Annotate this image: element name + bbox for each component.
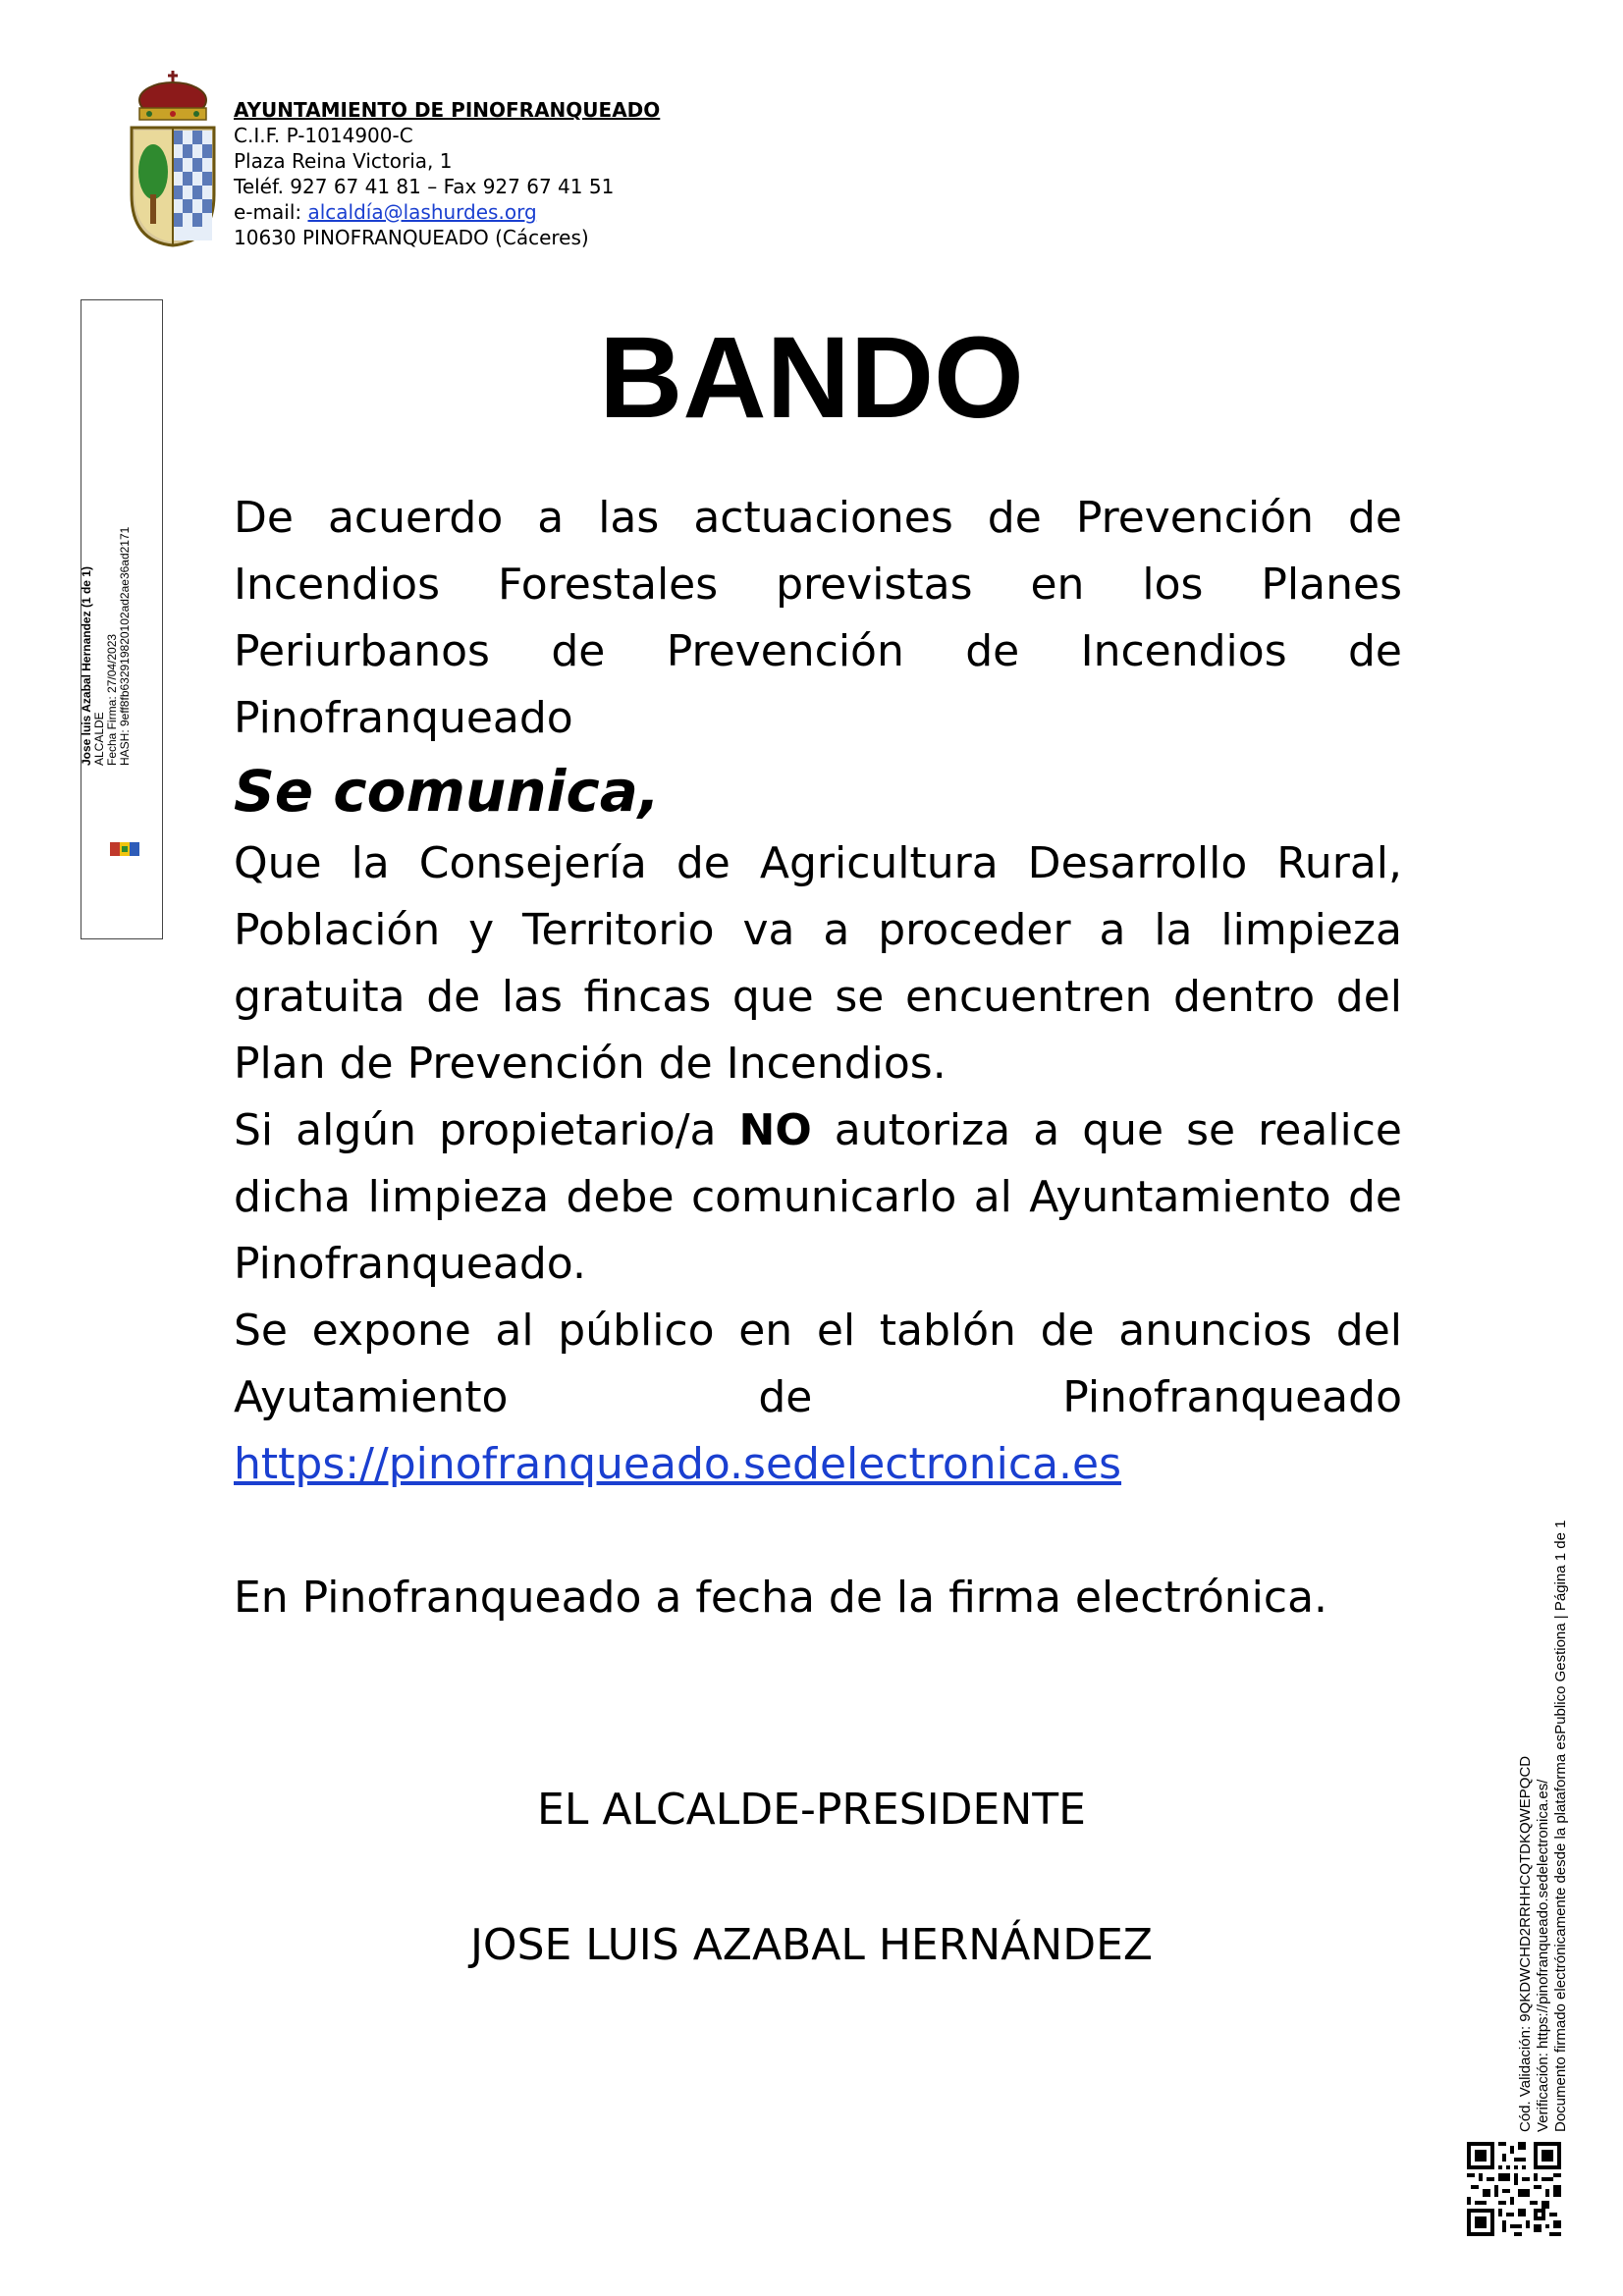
paragraph-3: Se expone al público en el tablón de anuncios del Ayutamiento de Pinofranqueado bbox=[234, 1306, 1402, 1422]
paragraph-2-end: autoriza a que se realice dicha limpieza debe comunicarlo al Ayuntamiento de Pinofranqueado. bbox=[234, 1105, 1402, 1289]
paragraph-1: Que la Consejería de Agricultura Desarrollo Rural, Población y Territorio va a proceder a la limpieza gratuita de las fincas que se encuentren dentro del Plan de Prevención de Incendios. bbox=[234, 838, 1402, 1089]
city: 10630 PINOFRANQUEADO (Cáceres) bbox=[234, 226, 589, 249]
paragraph-2 bbox=[234, 1097, 1402, 1298]
organization-name: AYUNTAMIENTO DE PINOFRANQUEADO bbox=[234, 98, 661, 122]
qr-code-icon bbox=[1467, 2142, 1561, 2236]
stamp-crest-icon bbox=[108, 838, 141, 860]
phone-fax: Teléf. 927 67 41 81 – Fax 927 67 41 51 bbox=[234, 175, 615, 198]
document-body bbox=[234, 485, 1402, 1631]
closing-line: En Pinofranqueado a fecha de la firma electrónica. bbox=[234, 1573, 1328, 1623]
email-link[interactable]: alcaldía@lashurdes.org bbox=[307, 200, 537, 224]
signer-role: EL ALCALDE-PRESIDENTE bbox=[537, 1785, 1086, 1835]
address: Plaza Reina Victoria, 1 bbox=[234, 149, 453, 173]
sede-electronica-link[interactable]: https://pinofranqueado.sedelectronica.es bbox=[234, 1439, 1122, 1489]
letterhead bbox=[234, 97, 660, 250]
validation-text bbox=[1517, 1520, 1569, 2133]
email-label: e-mail: bbox=[234, 200, 308, 224]
validation-code: Cód. Validación: 9QKDWCHD2RRHHCQTDKQWEPQCD bbox=[1517, 1755, 1534, 2132]
cif: C.I.F. P-1014900-C bbox=[234, 124, 413, 147]
email-line bbox=[234, 199, 660, 225]
coat-of-arms-logo bbox=[126, 69, 220, 247]
validation-verify: Verificación: https://pinofranqueado.sedelectronica.es/ bbox=[1535, 1779, 1551, 2132]
signer-name: JOSE LUIS AZABAL HERNÁNDEZ bbox=[469, 1920, 1154, 1970]
paragraph-2-bold: NO bbox=[738, 1105, 812, 1155]
signature-stamp-text bbox=[80, 481, 132, 766]
document-title: BANDO bbox=[599, 313, 1024, 443]
lead-heading: Se comunica, bbox=[234, 758, 660, 825]
validation-signed: Documento firmado electrónicamente desde la plataforma esPublico Gestiona | Página 1 de 1 bbox=[1552, 1520, 1569, 2132]
stamp-signer: Jose luis Azabal Hernandez (1 de 1) bbox=[80, 566, 93, 766]
stamp-hash: HASH: 9eff8fb632919820102ad2ae36ad2171 bbox=[118, 526, 132, 766]
intro-paragraph: De acuerdo a las actuaciones de Prevención de Incendios Forestales previstas en los Planes Periurbanos de Prevención de Incendios de Pinofranqueado bbox=[234, 493, 1402, 743]
link-line bbox=[234, 1431, 1402, 1498]
stamp-date: Fecha Firma: 27/04/2023 bbox=[105, 633, 119, 766]
paragraph-2-start: Si algún propietario/a bbox=[234, 1105, 739, 1155]
stamp-role: ALCALDE bbox=[92, 712, 106, 766]
